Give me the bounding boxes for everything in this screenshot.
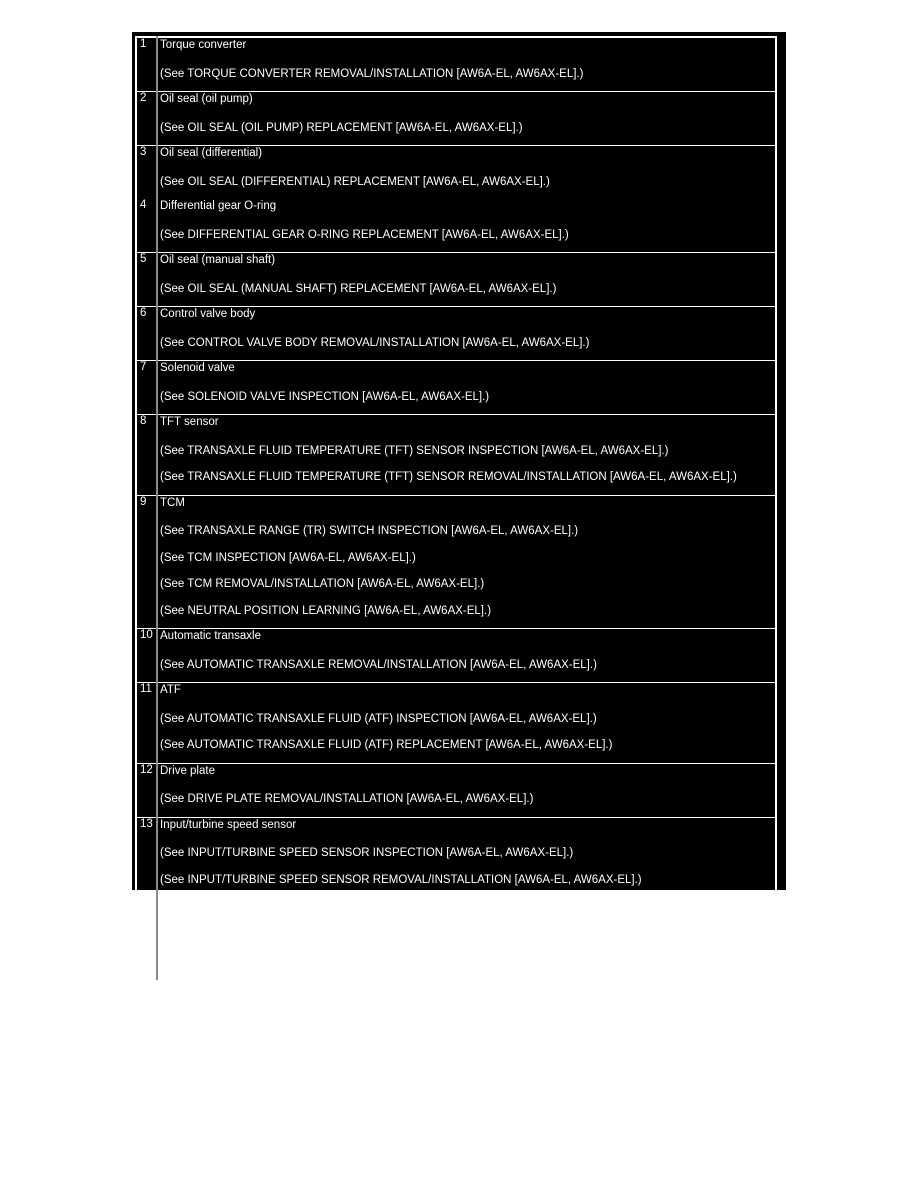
table-row — [136, 253, 776, 307]
item-number: 1 — [136, 37, 157, 92]
item-reference-link[interactable]: (See VEHICLE SPEED SENSOR (VSS) REMOVAL/INSTALLATION [AW6A-EL, AW6AX-EL].) — [160, 954, 637, 966]
item-name: Automatic transaxle — [160, 630, 261, 642]
table-row — [136, 817, 776, 898]
item-name: Control valve body — [160, 308, 256, 320]
item-name: ATF — [160, 684, 181, 696]
item-name: Oil seal (oil pump) — [160, 93, 253, 105]
table-row — [136, 629, 776, 683]
item-name: TCM — [160, 496, 185, 509]
table-row — [136, 361, 776, 415]
item-number: 2 — [136, 92, 157, 146]
table-row — [136, 307, 776, 361]
item-reference-link[interactable]: (See NEUTRAL POSITION LEARNING [AW6A-EL, AW6AX-EL].) — [160, 604, 492, 617]
table-row — [136, 495, 776, 629]
item-cell — [157, 415, 776, 496]
item-reference-link[interactable]: (See VEHICLE SPEED SENSOR (VSS) INSPECTION [AW6A-EL, AW6AX-EL].) — [160, 927, 569, 940]
item-name: Oil seal (differential) — [160, 147, 263, 159]
table-row — [136, 199, 776, 253]
item-cell — [157, 146, 776, 200]
item-cell — [157, 37, 776, 92]
item-cell — [157, 307, 776, 361]
document-frame — [132, 32, 786, 966]
item-cell — [157, 253, 776, 307]
item-name: Input/turbine speed sensor — [160, 818, 297, 831]
item-cell — [157, 92, 776, 146]
item-cell — [157, 361, 776, 415]
item-reference-link[interactable]: (See DIFFERENTIAL GEAR O-RING REPLACEMENT [AW6A-EL, AW6AX-EL].) — [160, 228, 569, 241]
item-name: VSS — [160, 899, 184, 911]
item-name: TFT sensor — [160, 416, 219, 428]
table-row — [136, 683, 776, 764]
item-cell — [157, 199, 776, 253]
item-reference-link[interactable]: (See TCM INSPECTION [AW6A-EL, AW6AX-EL].) — [160, 551, 416, 564]
item-reference-link[interactable]: (See OIL SEAL (DIFFERENTIAL) REPLACEMENT [AW6A-EL, AW6AX-EL].) — [160, 175, 550, 188]
item-number: 4 — [136, 199, 157, 253]
item-reference-link[interactable]: (See CONTROL VALVE BODY REMOVAL/INSTALLATION [AW6A-EL, AW6AX-EL].) — [160, 336, 590, 349]
table-row — [136, 37, 776, 92]
table-row — [136, 146, 776, 200]
item-number: 12 — [136, 763, 157, 817]
parts-table — [135, 36, 777, 980]
parts-table-body — [136, 37, 776, 979]
item-reference-link[interactable]: (See AUTOMATIC TRANSAXLE FLUID (ATF) REPLACEMENT [AW6A-EL, AW6AX-EL].) — [160, 739, 613, 751]
item-cell — [157, 763, 776, 817]
table-row — [136, 415, 776, 496]
item-cell — [157, 898, 776, 979]
item-reference-link[interactable]: (See TRANSAXLE FLUID TEMPERATURE (TFT) SENSOR INSPECTION [AW6A-EL, AW6AX-EL].) — [160, 444, 669, 457]
item-cell — [157, 683, 776, 764]
item-number: 7 — [136, 361, 157, 415]
item-reference-link[interactable]: (See TRANSAXLE RANGE (TR) SWITCH INSPECTION [AW6A-EL, AW6AX-EL].) — [160, 525, 579, 537]
item-name: Drive plate — [160, 764, 215, 777]
item-reference-link[interactable]: (See TORQUE CONVERTER REMOVAL/INSTALLATION [AW6A-EL, AW6AX-EL].) — [160, 67, 584, 80]
item-number: 10 — [136, 629, 157, 683]
table-row — [136, 898, 776, 979]
item-reference-link[interactable]: (See TRANSAXLE FLUID TEMPERATURE (TFT) SENSOR REMOVAL/INSTALLATION [AW6A-EL, AW6AX-EL].) — [160, 471, 737, 483]
item-reference-link[interactable]: (See OIL SEAL (MANUAL SHAFT) REPLACEMENT [AW6A-EL, AW6AX-EL].) — [160, 282, 557, 295]
item-reference-link[interactable]: (See SOLENOID VALVE INSPECTION [AW6A-EL, AW6AX-EL].) — [160, 390, 490, 403]
item-reference-link[interactable]: (See OIL SEAL (OIL PUMP) REPLACEMENT [AW6A-EL, AW6AX-EL].) — [160, 121, 523, 134]
item-reference-link[interactable]: (See INPUT/TURBINE SPEED SENSOR INSPECTION [AW6A-EL, AW6AX-EL].) — [160, 847, 574, 859]
item-number: 8 — [136, 415, 157, 496]
item-number: 5 — [136, 253, 157, 307]
item-cell — [157, 495, 776, 629]
item-reference-link[interactable]: (See INPUT/TURBINE SPEED SENSOR REMOVAL/INSTALLATION [AW6A-EL, AW6AX-EL].) — [160, 873, 642, 886]
item-number: 9 — [136, 495, 157, 629]
table-row — [136, 763, 776, 817]
item-reference-link[interactable]: (See DRIVE PLATE REMOVAL/INSTALLATION [AW6A-EL, AW6AX-EL].) — [160, 793, 534, 805]
item-number: 14 — [136, 898, 157, 979]
table-row — [136, 92, 776, 146]
item-number: 3 — [136, 146, 157, 200]
item-number: 13 — [136, 817, 157, 898]
item-name: Oil seal (manual shaft) — [160, 254, 276, 266]
item-cell — [157, 817, 776, 898]
item-cell — [157, 629, 776, 683]
item-number: 11 — [136, 683, 157, 764]
item-reference-link[interactable]: (See TCM REMOVAL/INSTALLATION [AW6A-EL, AW6AX-EL].) — [160, 578, 485, 590]
item-reference-link[interactable]: (See AUTOMATIC TRANSAXLE FLUID (ATF) INSPECTION [AW6A-EL, AW6AX-EL].) — [160, 712, 597, 725]
item-name: Solenoid valve — [160, 362, 235, 374]
item-name: Torque converter — [160, 39, 247, 51]
item-name: Differential gear O-ring — [160, 200, 277, 212]
item-number: 6 — [136, 307, 157, 361]
item-reference-link[interactable]: (See AUTOMATIC TRANSAXLE REMOVAL/INSTALLATION [AW6A-EL, AW6AX-EL].) — [160, 658, 597, 671]
